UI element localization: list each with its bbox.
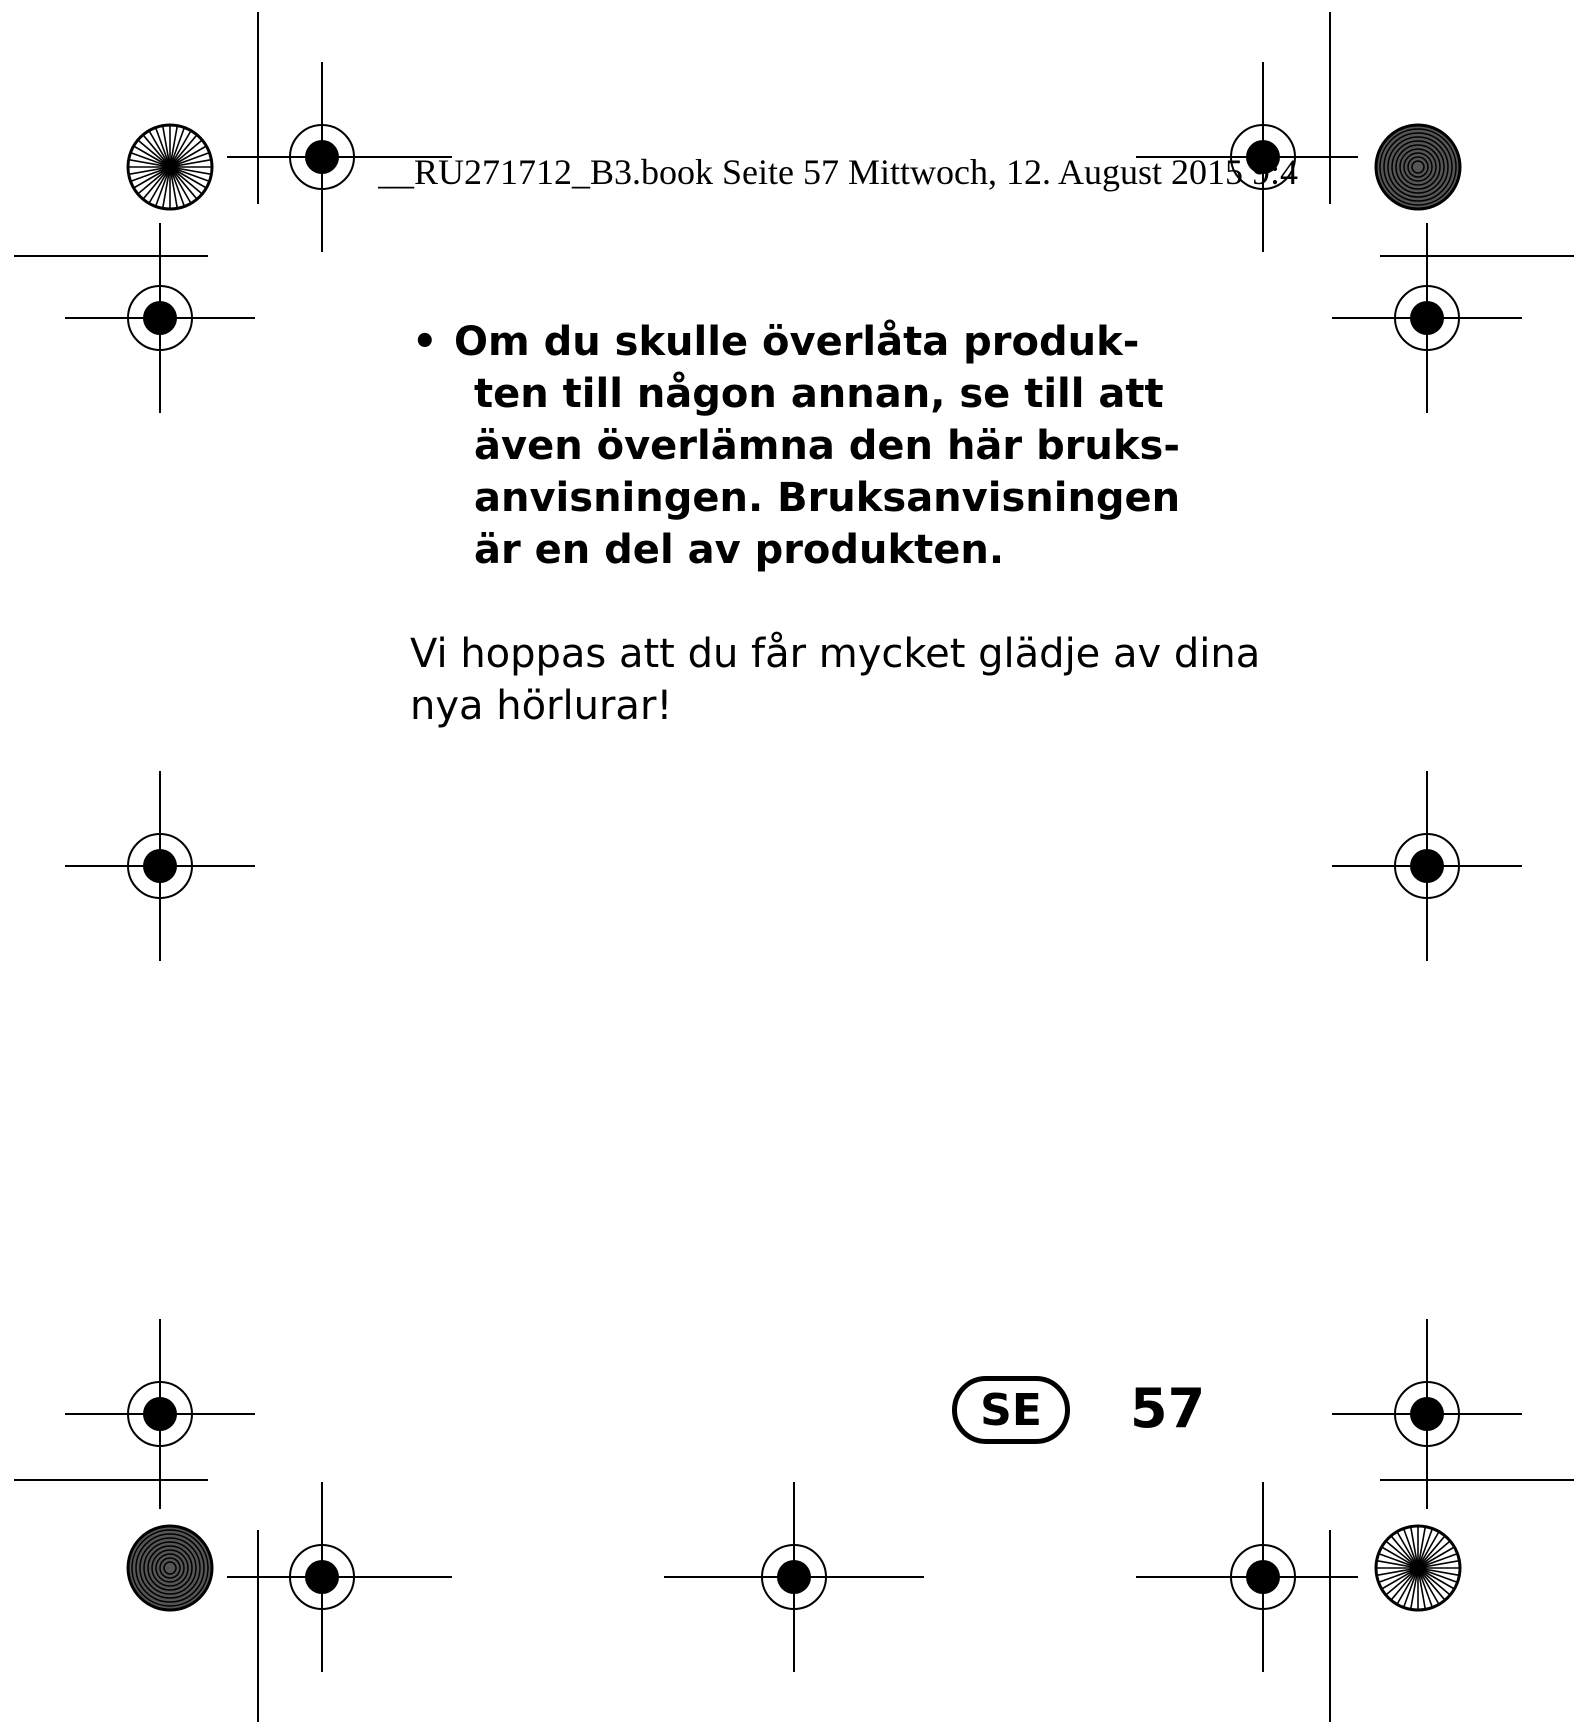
top-left-radial-target bbox=[128, 125, 212, 209]
bullet-text-line: anvisningen. Bruksanvisningen bbox=[474, 475, 1181, 521]
bullet-text-line: är en del av produkten. bbox=[474, 527, 1005, 573]
registration-mark-left-1 bbox=[65, 223, 255, 413]
notice-bullet bbox=[412, 316, 1232, 576]
bottom-left-concentric-target bbox=[128, 1526, 212, 1610]
print-slug-header: __RU271712_B3.book Seite 57 Mittwoch, 12. August 2015 9:4 bbox=[378, 152, 1299, 192]
registration-mark-right-2 bbox=[1332, 771, 1522, 961]
bullet-dot: • bbox=[412, 319, 438, 365]
bottom-right-radial-target bbox=[1376, 1526, 1460, 1610]
bullet-text-line: ten till någon annan, se till att bbox=[474, 371, 1164, 417]
body-text-line: nya hörlurar! bbox=[410, 683, 673, 729]
registration-mark-right-1 bbox=[1332, 223, 1522, 413]
body-text-line: Vi hoppas att du får mycket glädje av dina bbox=[410, 631, 1261, 677]
language-badge: SE bbox=[952, 1376, 1070, 1444]
bullet-text-line: Om du skulle överlåta produk- bbox=[454, 319, 1140, 365]
page-number: 57 bbox=[1130, 1377, 1206, 1440]
bullet-text-line: även överlämna den här bruks- bbox=[474, 423, 1180, 469]
closing-paragraph bbox=[410, 628, 1261, 732]
registration-mark-left-2 bbox=[65, 771, 255, 961]
